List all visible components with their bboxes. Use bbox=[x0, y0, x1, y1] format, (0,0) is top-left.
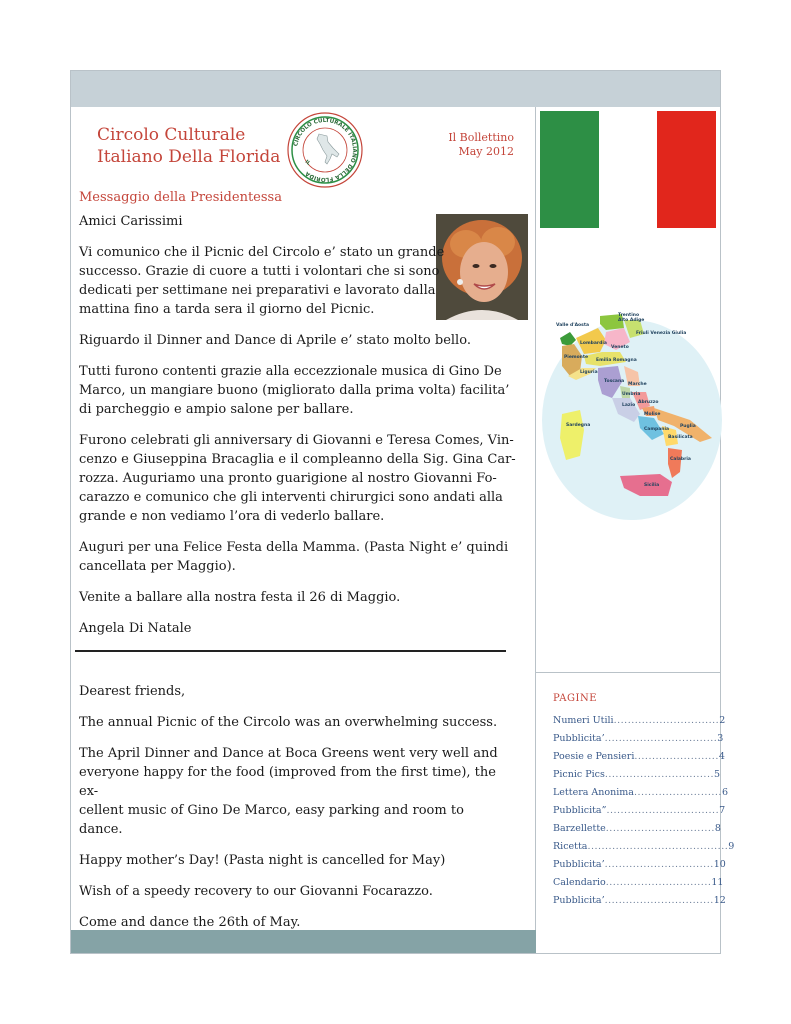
sidebar-horizontal-rule bbox=[536, 672, 720, 673]
paragraph-it-1 bbox=[79, 243, 516, 319]
paragraph-it-2: Riguardo il Dinner and Dance di Aprile e’ stato molto bello. bbox=[79, 333, 471, 348]
masthead-line-2: Italiano Della Florida bbox=[97, 147, 281, 167]
text-line: successo. Grazie di cuore a tutti i volontari che si sono bbox=[79, 264, 440, 279]
text-line: di parcheggio e ampio salone per ballare. bbox=[79, 402, 354, 417]
toc-page-number: 4 bbox=[718, 751, 725, 762]
text-line: rozza. Auguriamo una pronto guarigione al nostro Giovanni Fo- bbox=[79, 471, 497, 486]
label-trentino: Trentino bbox=[618, 313, 640, 318]
label-umbria: Umbria bbox=[622, 392, 641, 397]
toc-page-number: 10 bbox=[713, 859, 726, 870]
label-abruzzo: Abruzzo bbox=[638, 400, 659, 405]
seal-ring-text: CIRCOLO CULTURALE ITALIANO DELLA FLORIDA bbox=[293, 117, 358, 183]
toc-leader: ......................... bbox=[633, 787, 722, 798]
toc-leader: ............................... bbox=[604, 895, 714, 906]
toc-label: Picnic Pics bbox=[553, 769, 605, 780]
label-veneto: Veneto bbox=[611, 345, 629, 350]
toc-item[interactable] bbox=[553, 730, 724, 748]
toc-item[interactable] bbox=[553, 892, 726, 910]
label-lombardia: Lombardia bbox=[580, 341, 607, 346]
masthead-line-1: Circolo Culturale bbox=[97, 125, 246, 145]
text-line: Marco, un mangiare buono (migliorato dalla prima volta) facilita’ bbox=[79, 383, 510, 398]
toc-page-number: 2 bbox=[719, 715, 726, 726]
text-line: cellent music of Gino De Marco, easy parking and room to dance. bbox=[79, 803, 464, 837]
bulletin-date: May 2012 bbox=[458, 145, 514, 158]
text-line: cancellata per Maggio). bbox=[79, 559, 236, 574]
flag-white-stripe bbox=[599, 111, 658, 228]
toc-label: Lettera Anonima bbox=[553, 787, 634, 798]
toc-leader: .............................. bbox=[613, 715, 720, 726]
toc-label: Barzellette bbox=[553, 823, 606, 834]
toc-item[interactable] bbox=[553, 856, 726, 874]
toc-item[interactable] bbox=[553, 802, 726, 820]
paragraph-it-6: Venite a ballare alla nostra festa il 26 di Maggio. bbox=[79, 590, 401, 605]
paragraph-it-5 bbox=[79, 538, 516, 576]
label-puglia: Puglia bbox=[680, 424, 696, 429]
toc-item[interactable] bbox=[553, 820, 721, 838]
text-line: The April Dinner and Dance at Boca Greens went very well and bbox=[79, 746, 498, 761]
toc-page-number: 7 bbox=[719, 805, 726, 816]
paragraph-it-4 bbox=[79, 431, 516, 526]
section-divider bbox=[75, 650, 506, 652]
label-marche: Marche bbox=[628, 382, 647, 387]
toc-label: Pubblicita’ bbox=[553, 859, 605, 870]
text-line: cenzo e Giuseppina Bracaglia e il compleanno della Sig. Gina Car- bbox=[79, 452, 516, 467]
sidebar-divider bbox=[535, 107, 536, 953]
label-sardegna: Sardegna bbox=[566, 423, 591, 428]
club-seal-logo bbox=[287, 112, 363, 188]
text-line: mattina fino a tarda sera il giorno del Picnic. bbox=[79, 302, 375, 317]
toc-label: Pubblicita’ bbox=[553, 733, 605, 744]
label-toscana: Toscana bbox=[604, 379, 625, 384]
label-liguria: Liguria bbox=[580, 370, 598, 375]
paragraph-en-2 bbox=[79, 744, 499, 839]
text-line: Vi comunico che il Picnic del Circolo e’ stato un grande bbox=[79, 245, 445, 260]
table-of-contents bbox=[553, 712, 735, 910]
text-line: carazzo e comunico che gli interventi chirurgici sono andati alla bbox=[79, 490, 503, 505]
section-title: Messaggio della Presidentessa bbox=[79, 190, 282, 205]
text-line: grande e non vediamo l’ora di vederlo ballare. bbox=[79, 509, 385, 524]
flag-green-stripe bbox=[540, 111, 599, 228]
text-line: Tutti furono contenti grazie alla eccezzionale musica di Gino De bbox=[79, 364, 502, 379]
toc-item[interactable] bbox=[553, 874, 724, 892]
flag-red-stripe bbox=[657, 111, 716, 228]
paragraph-en-1: The annual Picnic of the Circolo was an overwhelming success. bbox=[79, 715, 498, 730]
toc-leader: .............................. bbox=[605, 877, 712, 888]
italian-flag bbox=[540, 111, 716, 228]
toc-label: Numeri Utili bbox=[553, 715, 614, 726]
label-piemonte: Piemonte bbox=[564, 355, 589, 360]
signature: Angela Di Natale bbox=[79, 621, 192, 636]
masthead-title bbox=[97, 124, 280, 168]
toc-page-number: 12 bbox=[713, 895, 726, 906]
paragraph-en-4: Wish of a speedy recovery to our Giovanni Focarazzo. bbox=[79, 884, 433, 899]
toc-label: Poesie e Pensieri bbox=[553, 751, 635, 762]
label-basilicata: Basilicata bbox=[668, 435, 693, 440]
toc-label: Calendario bbox=[553, 877, 606, 888]
toc-item[interactable] bbox=[553, 766, 721, 784]
toc-label: Pubblicita” bbox=[553, 805, 607, 816]
toc-leader: ........................................ bbox=[587, 841, 729, 852]
label-valle-daosta: Valle d'Aosta bbox=[556, 323, 590, 328]
paragraph-en-3: Happy mother’s Day! (Pasta night is cancelled for May) bbox=[79, 853, 446, 868]
toc-item[interactable] bbox=[553, 838, 735, 856]
toc-item[interactable] bbox=[553, 712, 726, 730]
text-line: everyone happy for the food (improved from the first time), the ex- bbox=[79, 765, 496, 799]
label-lazio: Lazio bbox=[622, 403, 636, 408]
region-valle-daosta bbox=[560, 332, 576, 346]
label-friuli: Friuli Venezia Giulia bbox=[636, 331, 687, 336]
toc-item[interactable] bbox=[553, 784, 728, 802]
top-banner-bar bbox=[71, 71, 720, 107]
paragraph-it-3 bbox=[79, 362, 516, 419]
paragraph-en-5: Come and dance the 26th of May. bbox=[79, 915, 301, 930]
toc-leader: ............................... bbox=[604, 769, 714, 780]
greeting-en: Dearest friends, bbox=[79, 684, 186, 699]
text-line: Furono celebrati gli anniversary di Giovanni e Teresa Comes, Vin- bbox=[79, 433, 514, 448]
toc-label: Pubblicita’ bbox=[553, 895, 605, 906]
toc-page-number: 6 bbox=[721, 787, 728, 798]
toc-page-number: 11 bbox=[711, 877, 724, 888]
label-emilia: Emilia Romagna bbox=[596, 358, 637, 363]
bulletin-header bbox=[420, 131, 514, 159]
italy-regions-map bbox=[540, 310, 720, 520]
toc-leader: ................................ bbox=[604, 733, 718, 744]
toc-page-number: 8 bbox=[714, 823, 721, 834]
toc-item[interactable] bbox=[553, 748, 725, 766]
italian-letter bbox=[79, 212, 516, 650]
label-molise: Molise bbox=[644, 412, 661, 417]
greeting-it: Amici Carissimi bbox=[79, 214, 183, 229]
label-alto-adige: Alto Adige bbox=[618, 318, 645, 323]
text-line: Auguri per una Felice Festa della Mamma. (Pasta Night e’ quindi bbox=[79, 540, 509, 555]
bulletin-name: Il Bollettino bbox=[448, 131, 514, 144]
toc-label: Ricetta bbox=[553, 841, 588, 852]
toc-title: PAGINE bbox=[553, 693, 598, 704]
toc-leader: ................................ bbox=[606, 805, 720, 816]
seal-il-text: IL bbox=[303, 158, 312, 167]
toc-leader: ............................... bbox=[604, 859, 714, 870]
label-calabria: Calabria bbox=[670, 457, 691, 462]
label-sicilia: Sicilia bbox=[644, 483, 660, 488]
text-line: dedicati per settimane nei preparativi e lavorato dalla bbox=[79, 283, 436, 298]
toc-leader: ........................ bbox=[634, 751, 719, 762]
toc-leader: ............................... bbox=[605, 823, 715, 834]
toc-page-number: 5 bbox=[714, 769, 721, 780]
toc-page-number: 3 bbox=[717, 733, 724, 744]
toc-page-number: 9 bbox=[728, 841, 735, 852]
label-campania: Campania bbox=[644, 427, 670, 432]
english-letter bbox=[79, 682, 499, 944]
